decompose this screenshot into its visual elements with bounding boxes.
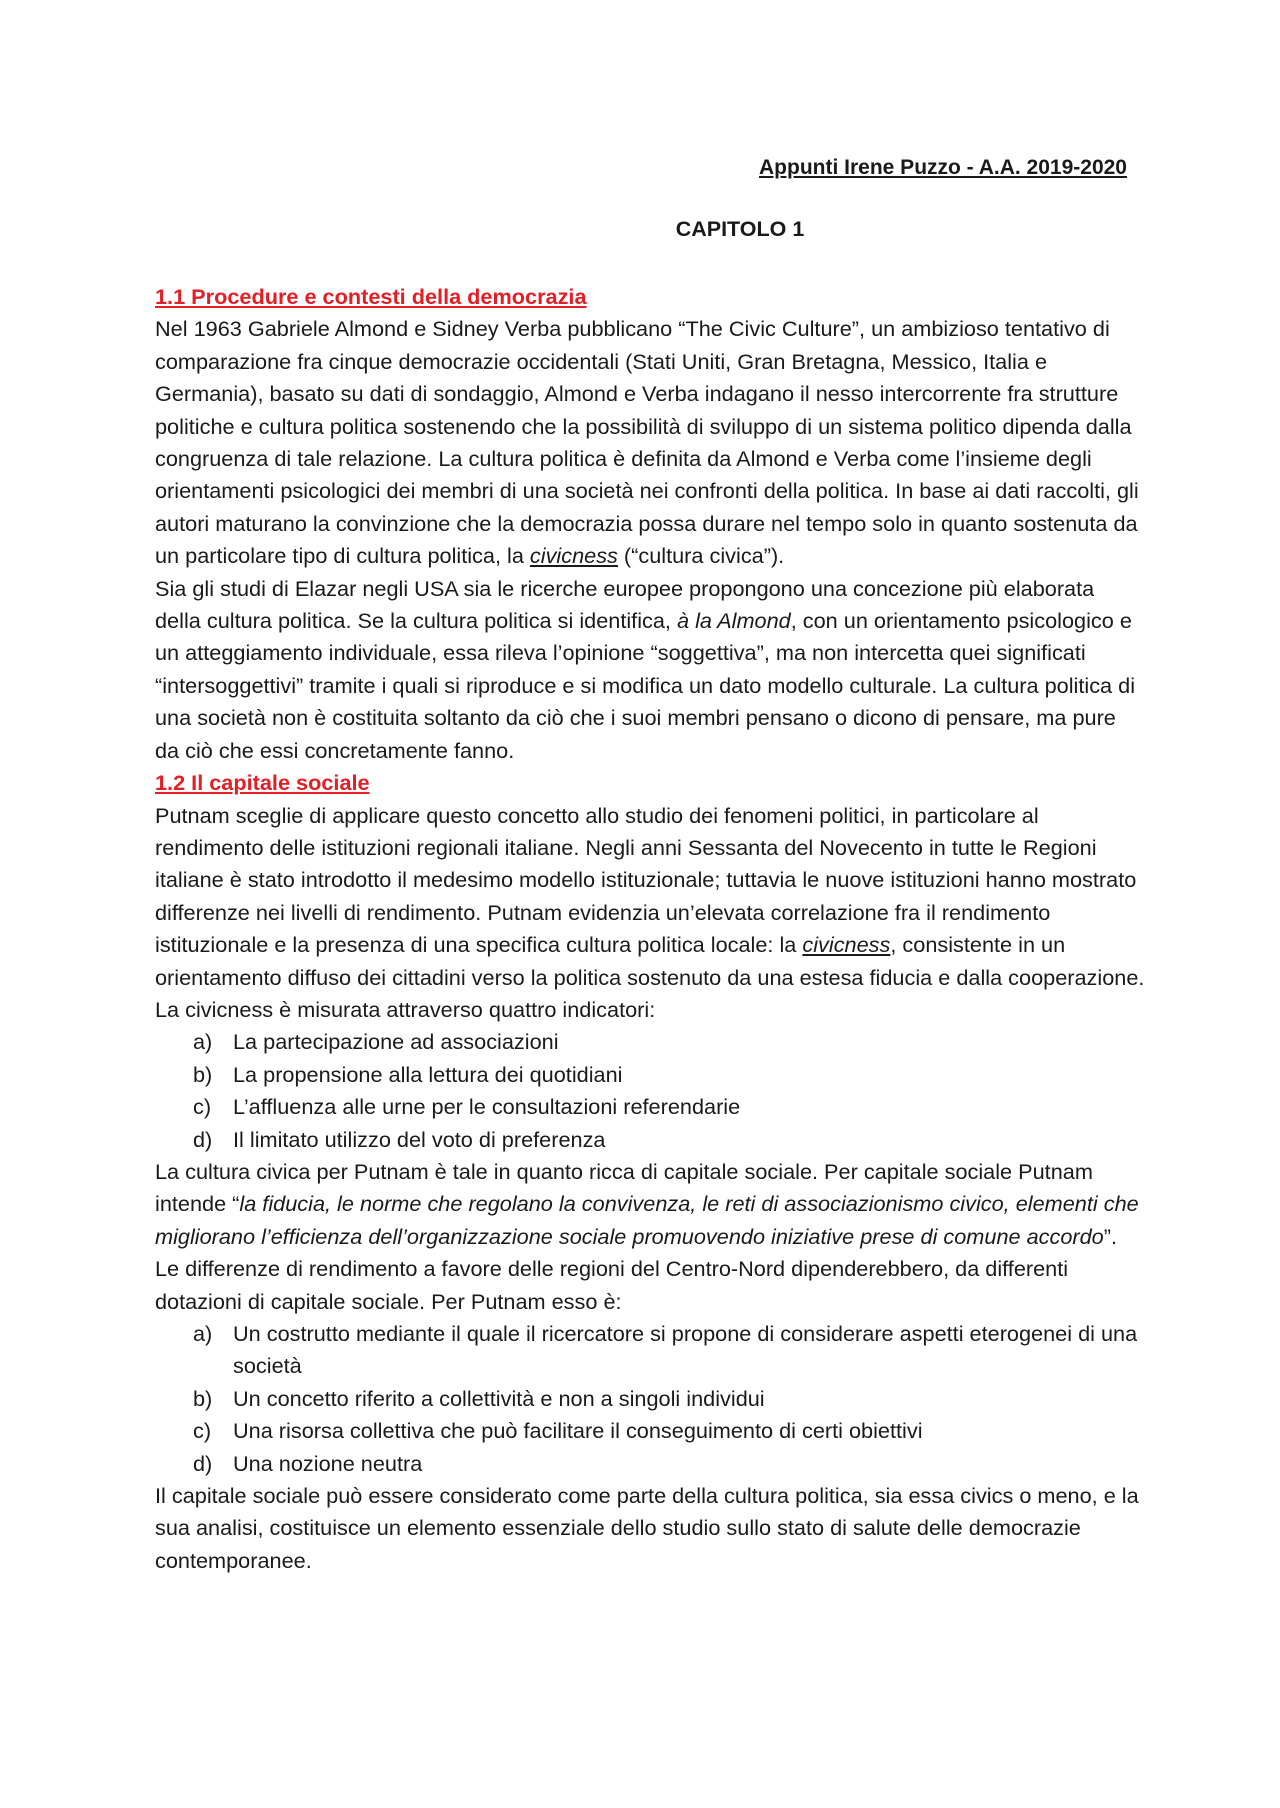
paragraph: Il capitale sociale può essere considerato come parte della cultura politica, sia essa civics o meno, e la sua analisi, costituisce un elemento essenziale dello studio sullo stato di salute delle democrazie contemporanee. (155, 1483, 1139, 1573)
civicness-term: civicness (802, 932, 891, 958)
list-item-text: L’affluenza alle urne per le consultazioni referendarie (233, 1094, 741, 1120)
list-item (155, 1059, 1145, 1091)
list-item-text: Una risorsa collettiva che può facilitare il conseguimento di certi obiettivi (233, 1418, 923, 1444)
list-item-text: Una nozione neutra (233, 1450, 423, 1476)
list-marker: c) (193, 1094, 212, 1120)
paragraph-text: Putnam sceglie di applicare questo concetto allo studio dei fenomeni politici, in particolare al rendimento delle istituzioni regionali italiane. Negli anni Sessanta del Novecento in tutte le Regioni italiane è stato introdotto il medesimo modello istituzionale; tuttavia le nuove istituzioni hanno mostrato differenze nei livelli di rendimento. Putnam evidenzia un’elevata correlazione fra il rendimento istituzionale e la presenza di una specifica cultura politica locale: la (155, 802, 1137, 958)
paragraph-text: ”. Le differenze di rendimento a favore delle regioni del Centro-Nord dipenderebbero, da differenti dotazioni di capitale sociale. Per Putnam esso è: (155, 1223, 1117, 1314)
paragraph-text: (“cultura civica”). (617, 543, 785, 569)
list-marker: a) (193, 1321, 213, 1346)
list-item-text: Un costrutto mediante il quale il ricercatore si propone di considerare aspetti eterogenei di una società (233, 1321, 1138, 1379)
list-marker: c) (193, 1418, 212, 1444)
list-item (155, 1091, 1145, 1123)
author-header: Appunti Irene Puzzo - A.A. 2019-2020 (759, 156, 1127, 179)
list-marker: b) (193, 1061, 213, 1087)
list-item (155, 1124, 1145, 1156)
list-item (155, 1026, 1145, 1058)
list-marker: d) (193, 1450, 213, 1476)
italic-quote: la fiducia, le norme che regolano la convivenza, le reti di associazionismo civico, elementi che migliorano l’efficienza dell’organizzazione sociale promuovendo iniziative prese di comune accordo (155, 1191, 1139, 1249)
paragraph (155, 313, 1145, 572)
document-body (155, 281, 1145, 1577)
list-item-text: La propensione alla lettura dei quotidiani (233, 1061, 623, 1087)
list-item (155, 1318, 1145, 1383)
list-item (155, 1448, 1145, 1480)
italic-phrase: à la Almond (676, 608, 791, 634)
paragraph-text: Nel 1963 Gabriele Almond e Sidney Verba pubblicano “The Civic Culture”, un ambizioso tentativo di comparazione fra cinque democrazie occidentali (Stati Uniti, Gran Bretagna, Messico, Italia e Germania), basato su dati di sondaggio, Almond e Verba indagano il nesso intercorrente fra strutture politiche e cultura politica sostenendo che la possibilità di sviluppo di un sistema politico dipenda dalla congruenza di tale relazione. La cultura politica è definita da Almond e Verba come l’insieme degli orientamenti psicologici dei membri di una società nei confronti della politica. In base ai dati raccolti, gli autori maturano la convinzione che la democrazia possa durare nel tempo solo in quanto sostenuta da un particolare tipo di cultura politica, la (155, 316, 1139, 569)
civicness-term: civicness (529, 543, 618, 569)
chapter-title: CAPITOLO 1 (675, 217, 805, 241)
list-item-text: La partecipazione ad associazioni (233, 1029, 559, 1055)
paragraph-text: , consistente in un orientamento diffuso dei cittadini verso la politica sostenuto da una estesa fiducia e dalla cooperazione. La civicness è misurata attraverso quattro indicatori: (155, 932, 1145, 1022)
section-heading-1-2: 1.2 Il capitale sociale (155, 770, 370, 796)
list-item-text: Un concetto riferito a collettività e non a singoli individui (233, 1385, 765, 1411)
paragraph (155, 1156, 1145, 1318)
paragraph (155, 573, 1145, 767)
list-item (155, 1415, 1145, 1447)
list-marker: d) (193, 1126, 213, 1152)
paragraph-text: Sia gli studi di Elazar negli USA sia le ricerche europee propongono una concezione più elaborata della cultura politica. Se la cultura politica si identifica, (155, 575, 1095, 634)
list-item (155, 1383, 1145, 1415)
paragraph (155, 800, 1145, 1027)
list-marker: a) (193, 1029, 213, 1055)
section-heading-1-1: 1.1 Procedure e contesti della democrazia (155, 284, 587, 309)
indicators-list (155, 1026, 1145, 1156)
paragraph-text: , con un orientamento psicologico e un atteggiamento individuale, essa rileva l’opinione “soggettiva”, ma non intercetta quei significati “intersoggettivi” tramite i quali si riproduce e si modifica un dato modello culturale. La cultura politica di una società non è costituita soltanto da ciò che i suoi membri pensano o dicono di pensare, ma pure da ciò che essi concretamente fanno. (155, 608, 1136, 763)
social-capital-list (155, 1318, 1145, 1480)
list-item-text: Il limitato utilizzo del voto di preferenza (233, 1126, 606, 1152)
list-marker: b) (193, 1385, 213, 1411)
paragraph-text: La cultura civica per Putnam è tale in quanto ricca di capitale sociale. Per capitale sociale Putnam intende “ (155, 1158, 1093, 1217)
